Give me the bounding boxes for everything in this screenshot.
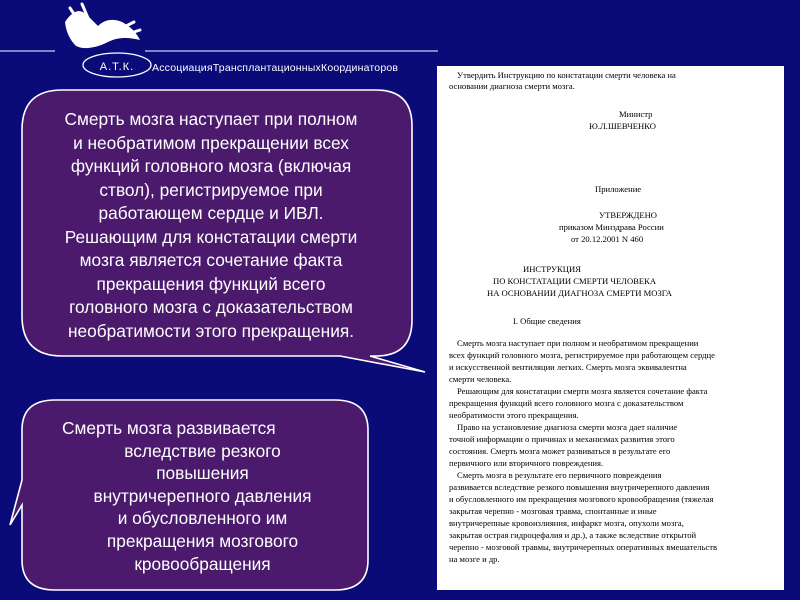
bubble-1-line: работающем сердце и ИВЛ.: [98, 203, 324, 223]
bubble-2-line: вследствие резкого: [124, 440, 281, 461]
doc-body-line: состояния. Смерть мозга может развиваться в результате его: [449, 446, 671, 456]
bubble-brain-death-cause: [50, 417, 355, 575]
doc-body-line: Смерть мозга в результате его первичного повреждения: [457, 470, 662, 480]
doc-body-line: прекращения функций всего головного мозга с доказательством: [449, 398, 684, 408]
bubble-2-line: Смерть мозга развивается: [62, 418, 276, 438]
doc-approved: УТВЕРЖДЕНО: [599, 210, 658, 220]
doc-body-line: первичного или вторичного повреждения.: [449, 458, 604, 468]
doc-body-line: всех функций головного мозга, регистрируемое при работающем сердце: [449, 350, 715, 360]
bubble-2-line: кровообращения: [134, 553, 271, 574]
doc-section-1: I. Общие сведения: [513, 316, 581, 326]
doc-minister-title: Министр: [619, 109, 653, 119]
bubble-1-line: Решающим для констатации смерти: [64, 226, 358, 247]
doc-approve-line-2: основании диагноза смерти мозга.: [449, 81, 575, 91]
bubble-1-line: мозга является сочетание факта: [79, 250, 343, 270]
bubble-1-line: функций головного мозга (включая: [70, 156, 352, 176]
logo-name-part2: Трансплантационных: [212, 62, 321, 74]
doc-approve-line-1: Утвердить Инструкцию по констатации смерти человека на: [457, 70, 676, 80]
doc-body-line: Право на установление диагноза смерти мозга дает наличие: [457, 422, 678, 432]
doc-minister-name: Ю.Л.ШЕВЧЕНКО: [589, 121, 656, 131]
doc-body-line: смерти человека.: [449, 374, 512, 384]
doc-body-line: точной информации о причинах и механизмах развития этого: [449, 434, 675, 444]
bubble-1-line: Смерть мозга наступает при полном: [64, 109, 358, 129]
doc-order-date: от 20.12.2001 N 460: [571, 234, 644, 244]
doc-body-line: внутричерепные кровоизлияния, инфаркт мозга, опухоли мозга,: [449, 518, 684, 528]
bubble-brain-death-definition: [26, 108, 396, 343]
doc-body-line: Смерть мозга наступает при полном и необратимом прекращении: [457, 338, 699, 348]
instruction-document: [437, 66, 784, 590]
doc-body-line: развивается вследствие резкого повышения внутричерепного давления: [449, 482, 710, 492]
doc-body-line: черепно - мозговой травмы, внутричерепных оперативных вмешательств: [449, 542, 718, 552]
bubble-1-line: необратимости этого прекращения.: [67, 320, 355, 341]
doc-order: приказом Минздрава России: [559, 222, 664, 232]
doc-body-line: необратимости этого прекращения.: [449, 410, 579, 420]
doc-body-line: закрытая острая гидроцефалия и др.), а также вследствие открытой: [449, 530, 697, 540]
bubble-1-line: прекращения функций всего: [96, 273, 326, 294]
logo-name-part3: Координаторов: [321, 62, 399, 74]
logo-name-part1: Ассоциация: [152, 62, 213, 74]
logo-abbr: А.Т.К.: [99, 61, 135, 73]
doc-heading-1: ИНСТРУКЦИЯ: [523, 264, 581, 274]
doc-heading-3: НА ОСНОВАНИИ ДИАГНОЗА СМЕРТИ МОЗГА: [487, 288, 672, 298]
bubble-1-line: ствол), регистрируемое при: [99, 179, 323, 200]
doc-body-line: на мозге и др.: [449, 554, 500, 564]
doc-body-line: Решающим для констатации смерти мозга является сочетание факта: [457, 386, 708, 396]
bubble-2-line: внутричерепного давления: [93, 485, 312, 506]
bubble-1-line: головного мозга с доказательством: [69, 297, 353, 317]
doc-body-line: и обусловленного им прекращения мозгового кровообращения (тяжелая: [449, 494, 714, 504]
doc-heading-2: ПО КОНСТАТАЦИИ СМЕРТИ ЧЕЛОВЕКА: [493, 276, 657, 286]
doc-body-line: закрытая черепно - мозговая травма, спонтанные и иные: [449, 506, 657, 516]
bubble-2-line: прекращения мозгового: [106, 530, 299, 551]
bubble-2-line: и обусловленного им: [117, 508, 288, 529]
doc-appendix: Приложение: [595, 184, 642, 194]
bubble-1-line: и необратимом прекращении всех: [73, 132, 349, 153]
doc-body-line: и искусственной вентиляции легких. Смерть мозга эквивалентна: [449, 362, 687, 372]
bubble-2-line: повышения: [156, 463, 249, 484]
